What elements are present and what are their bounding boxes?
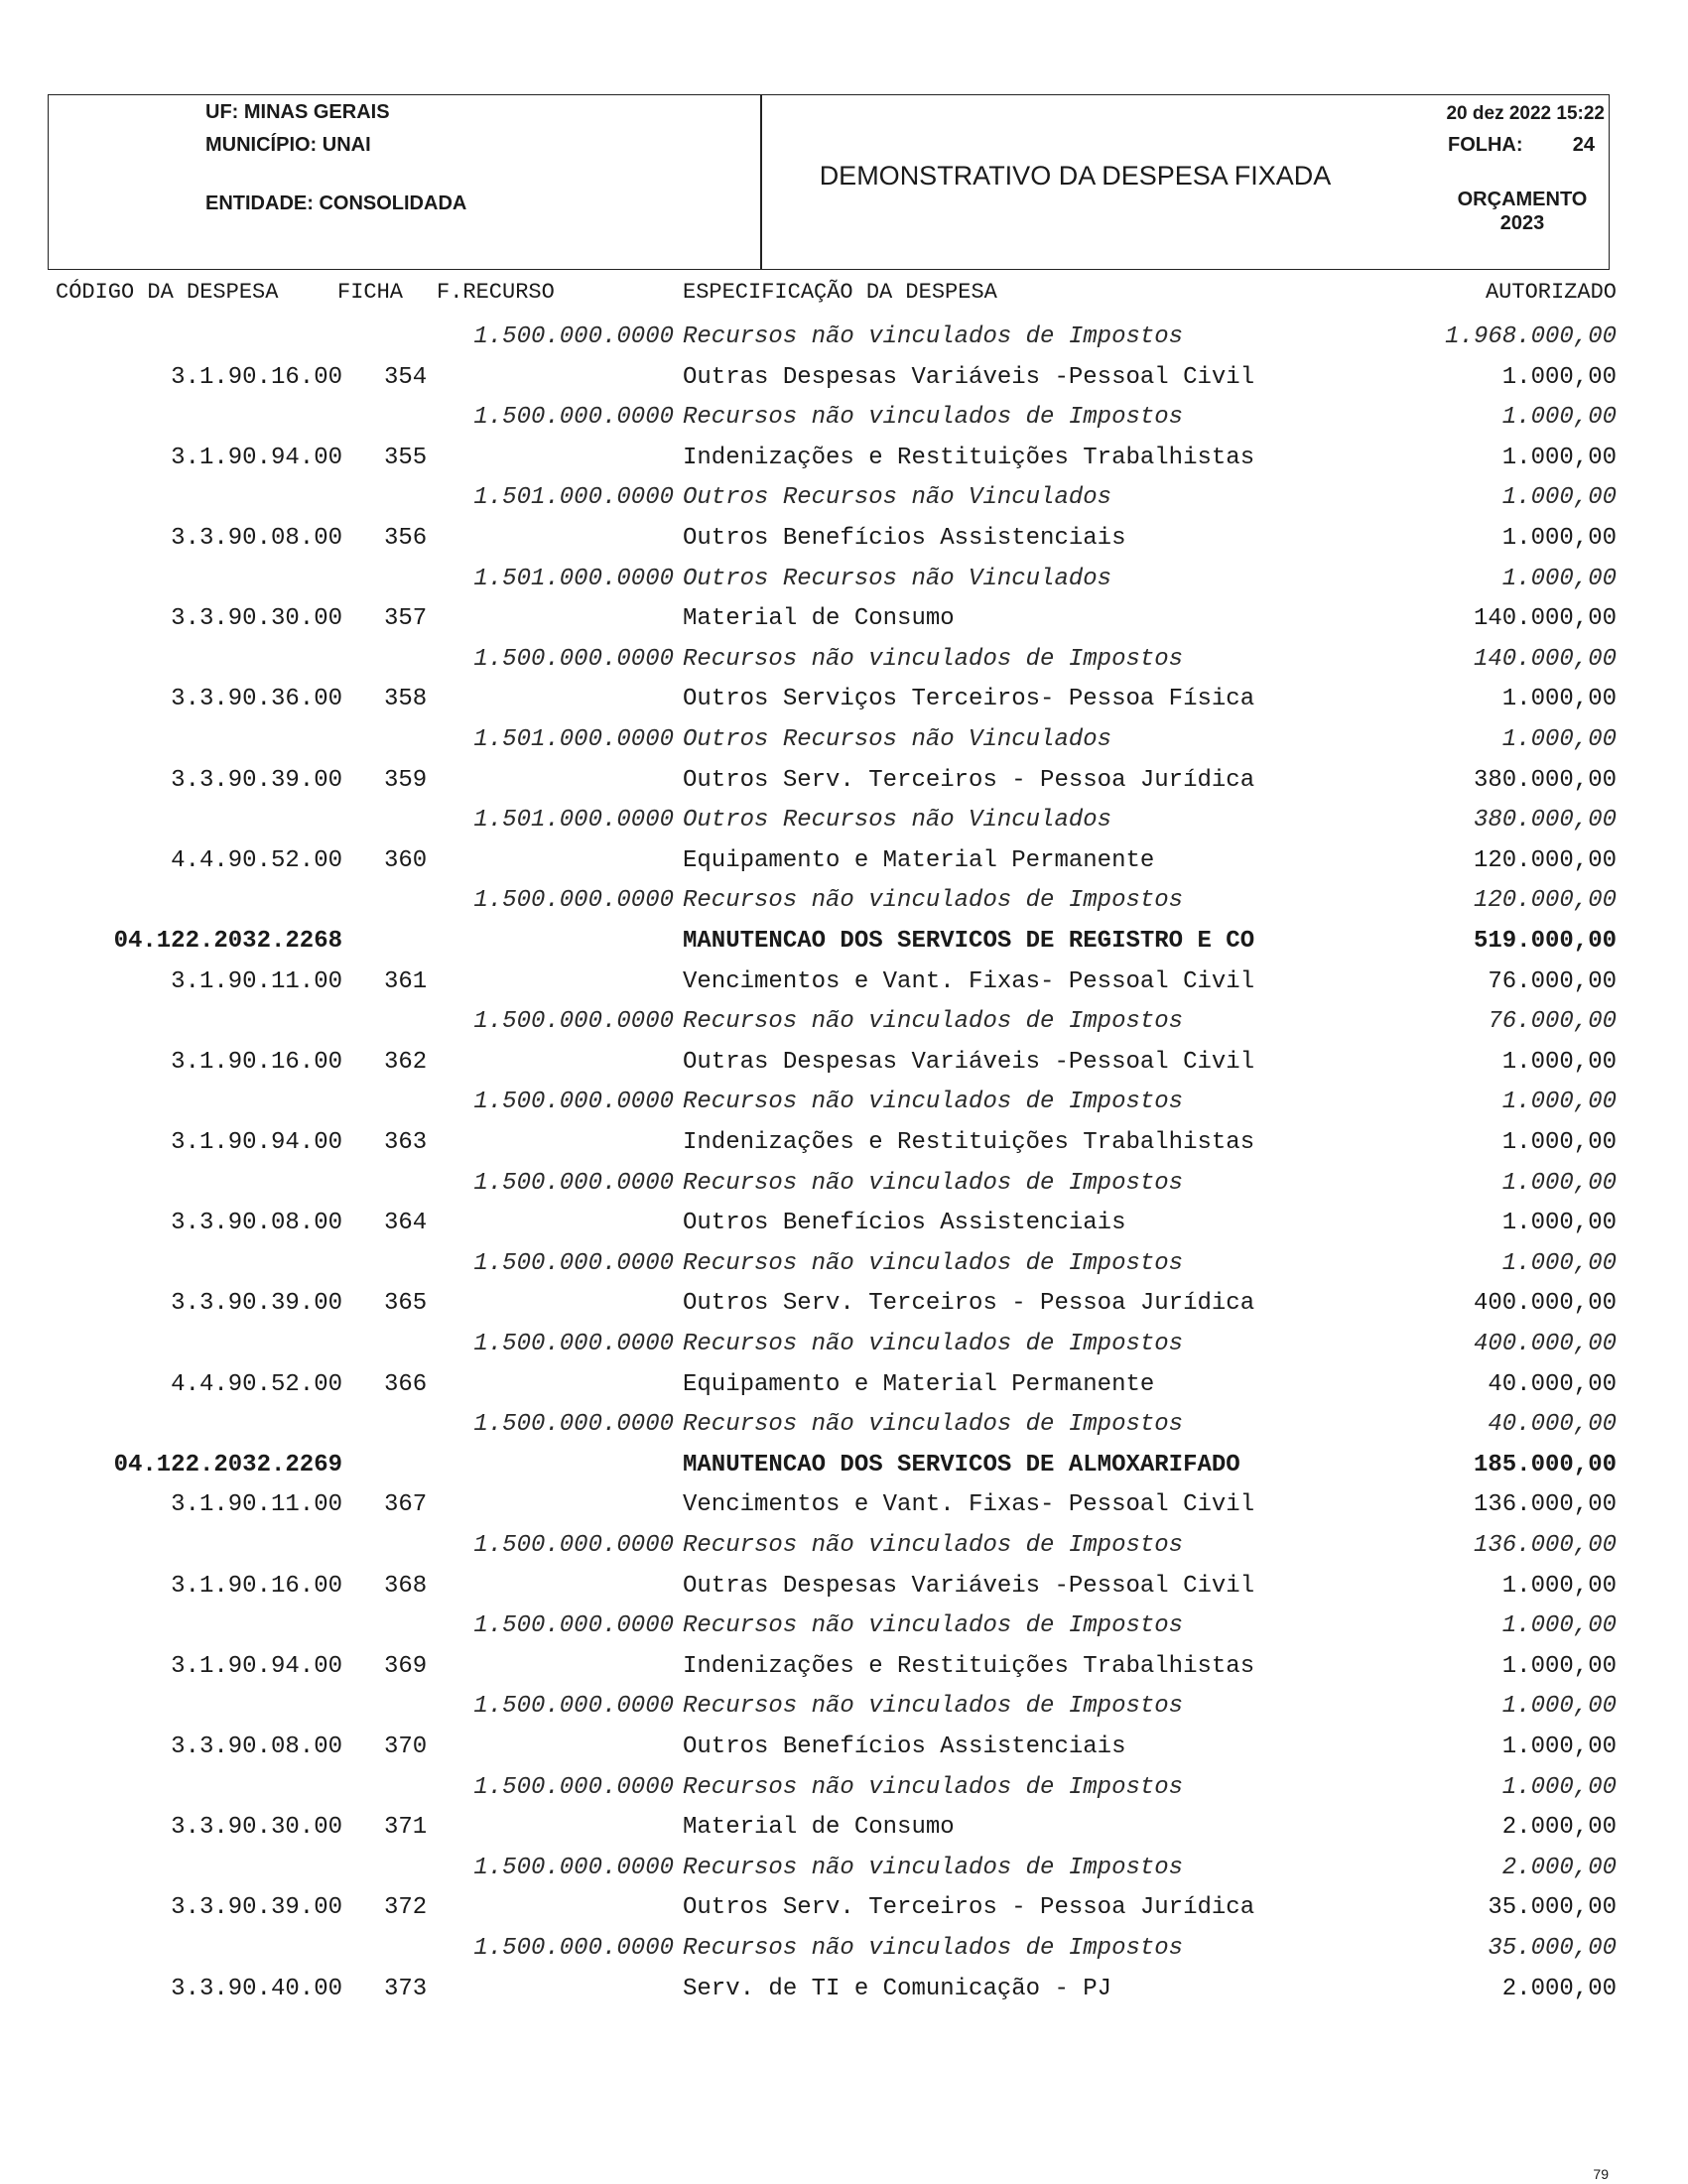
resource-row [0, 1085, 1688, 1124]
authorized-amount: 400.000,00 [1473, 1331, 1617, 1357]
expense-row [0, 763, 1688, 803]
ficha-number: 368 [384, 1573, 428, 1600]
resource-row [0, 642, 1688, 682]
expense-description: Outros Serv. Terceiros - Pessoa Jurídica [683, 767, 1255, 794]
authorized-amount: 120.000,00 [1473, 847, 1617, 874]
expense-description: Outros Benefícios Assistenciais [683, 1734, 1126, 1760]
ficha-number: 370 [384, 1734, 428, 1760]
ficha-number: 360 [384, 847, 428, 874]
expense-description: Outros Recursos não Vinculados [683, 726, 1112, 753]
resource-row [0, 1851, 1688, 1890]
recurso-code: 1.500.000.0000 [473, 1331, 674, 1357]
expense-description: Equipamento e Material Permanente [683, 1371, 1155, 1398]
expense-row [0, 1890, 1688, 1930]
expense-description: Recursos não vinculados de Impostos [683, 1774, 1184, 1801]
expense-code: 3.3.90.39.00 [171, 1290, 342, 1317]
expense-row [0, 1367, 1688, 1407]
authorized-amount: 1.000,00 [1501, 404, 1617, 431]
recurso-code: 1.500.000.0000 [473, 404, 674, 431]
ficha-number: 357 [384, 605, 428, 632]
report-header [48, 94, 1610, 270]
orcamento-year: 2023 [1499, 212, 1545, 234]
resource-row [0, 320, 1688, 359]
authorized-amount: 1.000,00 [1501, 484, 1617, 511]
report-title: DEMONSTRATIVO DA DESPESA FIXADA [819, 161, 1332, 191]
expense-row [0, 1972, 1688, 2011]
expense-description: Outros Recursos não Vinculados [683, 566, 1112, 592]
authorized-amount: 1.000,00 [1501, 726, 1617, 753]
recurso-code: 1.500.000.0000 [473, 1532, 674, 1559]
expense-description: Outros Benefícios Assistenciais [683, 1210, 1126, 1236]
expense-description: Indenizações e Restituições Trabalhistas [683, 1653, 1255, 1680]
resource-row [0, 1770, 1688, 1810]
resource-row [0, 722, 1688, 762]
expense-code: 3.1.90.11.00 [171, 1491, 342, 1518]
expense-description: Recursos não vinculados de Impostos [683, 1250, 1184, 1277]
expense-code: 3.1.90.16.00 [171, 1049, 342, 1076]
expense-description: Serv. de TI e Comunicação - PJ [683, 1976, 1112, 2002]
ficha-number: 354 [384, 364, 428, 391]
authorized-amount: 120.000,00 [1473, 887, 1617, 914]
authorized-amount: 380.000,00 [1473, 807, 1617, 834]
expense-row [0, 1045, 1688, 1085]
authorized-amount: 1.000,00 [1501, 364, 1617, 391]
folha-value: 24 [1572, 134, 1595, 156]
expense-description: Recursos não vinculados de Impostos [683, 1170, 1184, 1197]
entidade-label: ENTIDADE: CONSOLIDADA [205, 193, 467, 214]
expense-row [0, 1730, 1688, 1769]
authorized-amount: 519.000,00 [1473, 928, 1617, 955]
action-row [0, 1448, 1688, 1487]
ficha-number: 373 [384, 1976, 428, 2002]
resource-row [0, 400, 1688, 440]
authorized-amount: 1.000,00 [1501, 1129, 1617, 1156]
col-autorizado: AUTORIZADO [1485, 280, 1617, 305]
orcamento-label: ORÇAMENTO [1457, 189, 1588, 210]
authorized-amount: 1.000,00 [1501, 1210, 1617, 1236]
resource-row [0, 1689, 1688, 1729]
expense-description: Outros Recursos não Vinculados [683, 484, 1112, 511]
uf-label: UF: MINAS GERAIS [205, 101, 390, 123]
expense-row [0, 441, 1688, 480]
expense-code: 3.1.90.16.00 [171, 364, 342, 391]
expense-description: Indenizações e Restituições Trabalhistas [683, 445, 1255, 471]
resource-row [0, 1528, 1688, 1568]
expense-description: Recursos não vinculados de Impostos [683, 1089, 1184, 1115]
authorized-amount: 1.000,00 [1501, 1573, 1617, 1600]
recurso-code: 1.500.000.0000 [473, 1855, 674, 1881]
expense-description: Recursos não vinculados de Impostos [683, 1612, 1184, 1639]
authorized-amount: 35.000,00 [1488, 1894, 1617, 1921]
recurso-code: 1.500.000.0000 [473, 1170, 674, 1197]
authorized-amount: 2.000,00 [1501, 1814, 1617, 1841]
recurso-code: 1.500.000.0000 [473, 1693, 674, 1720]
authorized-amount: 1.000,00 [1501, 1653, 1617, 1680]
expense-description: Recursos não vinculados de Impostos [683, 1532, 1184, 1559]
recurso-code: 1.500.000.0000 [473, 887, 674, 914]
resource-row [0, 1166, 1688, 1206]
authorized-amount: 1.000,00 [1501, 686, 1617, 712]
expense-code: 3.3.90.08.00 [171, 525, 342, 552]
resource-row [0, 1608, 1688, 1648]
col-codigo: CÓDIGO DA DESPESA [56, 280, 279, 305]
col-recurso: F.RECURSO [437, 280, 555, 305]
expense-code: 3.3.90.30.00 [171, 605, 342, 632]
expense-code: 3.1.90.94.00 [171, 1653, 342, 1680]
ficha-number: 364 [384, 1210, 428, 1236]
authorized-amount: 76.000,00 [1488, 968, 1617, 995]
ficha-number: 365 [384, 1290, 428, 1317]
expense-row [0, 1206, 1688, 1245]
expense-description: Outras Despesas Variáveis -Pessoal Civil [683, 1049, 1255, 1076]
expense-description: Vencimentos e Vant. Fixas- Pessoal Civil [683, 1491, 1255, 1518]
authorized-amount: 136.000,00 [1473, 1532, 1617, 1559]
authorized-amount: 1.968.000,00 [1445, 323, 1617, 350]
expense-description: Outras Despesas Variáveis -Pessoal Civil [683, 364, 1255, 391]
expense-description: MANUTENCAO DOS SERVICOS DE REGISTRO E CO [683, 928, 1255, 955]
expense-code: 04.122.2032.2269 [113, 1452, 342, 1478]
authorized-amount: 1.000,00 [1501, 1693, 1617, 1720]
report-datetime: 20 dez 2022 15:22 [1446, 103, 1605, 124]
action-row [0, 924, 1688, 964]
recurso-code: 1.500.000.0000 [473, 1008, 674, 1035]
authorized-amount: 1.000,00 [1501, 1612, 1617, 1639]
resource-row [0, 562, 1688, 601]
expense-code: 3.1.90.94.00 [171, 445, 342, 471]
expense-code: 4.4.90.52.00 [171, 847, 342, 874]
expense-row [0, 360, 1688, 400]
ficha-number: 361 [384, 968, 428, 995]
expense-description: Recursos não vinculados de Impostos [683, 1935, 1184, 1962]
authorized-amount: 140.000,00 [1473, 646, 1617, 673]
authorized-amount: 140.000,00 [1473, 605, 1617, 632]
authorized-amount: 2.000,00 [1501, 1855, 1617, 1881]
expense-row [0, 1569, 1688, 1608]
expense-code: 3.1.90.94.00 [171, 1129, 342, 1156]
expense-description: Material de Consumo [683, 1814, 955, 1841]
authorized-amount: 1.000,00 [1501, 445, 1617, 471]
expense-description: Recursos não vinculados de Impostos [683, 1411, 1184, 1438]
expense-code: 3.1.90.11.00 [171, 968, 342, 995]
authorized-amount: 1.000,00 [1501, 1049, 1617, 1076]
resource-row [0, 883, 1688, 923]
recurso-code: 1.501.000.0000 [473, 566, 674, 592]
recurso-code: 1.500.000.0000 [473, 323, 674, 350]
ficha-number: 359 [384, 767, 428, 794]
expense-row [0, 521, 1688, 561]
authorized-amount: 400.000,00 [1473, 1290, 1617, 1317]
resource-row [0, 1931, 1688, 1971]
ficha-number: 362 [384, 1049, 428, 1076]
resource-row [0, 1407, 1688, 1447]
expense-description: Indenizações e Restituições Trabalhistas [683, 1129, 1255, 1156]
expense-description: MANUTENCAO DOS SERVICOS DE ALMOXARIFADO [683, 1452, 1240, 1478]
expense-description: Outros Serviços Terceiros- Pessoa Física [683, 686, 1255, 712]
expense-description: Outros Recursos não Vinculados [683, 807, 1112, 834]
expense-code: 3.3.90.08.00 [171, 1734, 342, 1760]
expense-code: 3.3.90.39.00 [171, 767, 342, 794]
authorized-amount: 40.000,00 [1488, 1411, 1617, 1438]
authorized-amount: 1.000,00 [1501, 1250, 1617, 1277]
expense-description: Outros Serv. Terceiros - Pessoa Jurídica [683, 1894, 1255, 1921]
expense-row [0, 1649, 1688, 1689]
recurso-code: 1.501.000.0000 [473, 726, 674, 753]
page-number: 79 [1593, 2166, 1609, 2182]
expense-description: Recursos não vinculados de Impostos [683, 1331, 1184, 1357]
col-ficha: FICHA [337, 280, 404, 305]
expense-description: Recursos não vinculados de Impostos [683, 1855, 1184, 1881]
expense-code: 4.4.90.52.00 [171, 1371, 342, 1398]
authorized-amount: 1.000,00 [1501, 1170, 1617, 1197]
authorized-amount: 1.000,00 [1501, 1089, 1617, 1115]
authorized-amount: 1.000,00 [1501, 1774, 1617, 1801]
authorized-amount: 76.000,00 [1488, 1008, 1617, 1035]
expense-code: 3.3.90.30.00 [171, 1814, 342, 1841]
expense-code: 3.1.90.16.00 [171, 1573, 342, 1600]
expense-description: Outros Serv. Terceiros - Pessoa Jurídica [683, 1290, 1255, 1317]
recurso-code: 1.500.000.0000 [473, 1250, 674, 1277]
resource-row [0, 803, 1688, 842]
expense-description: Recursos não vinculados de Impostos [683, 887, 1184, 914]
authorized-amount: 1.000,00 [1501, 1734, 1617, 1760]
authorized-amount: 40.000,00 [1488, 1371, 1617, 1398]
resource-row [0, 480, 1688, 520]
expense-description: Recursos não vinculados de Impostos [683, 1693, 1184, 1720]
expense-description: Recursos não vinculados de Impostos [683, 1008, 1184, 1035]
expense-description: Vencimentos e Vant. Fixas- Pessoal Civil [683, 968, 1255, 995]
expense-description: Outros Benefícios Assistenciais [683, 525, 1126, 552]
recurso-code: 1.500.000.0000 [473, 1089, 674, 1115]
authorized-amount: 35.000,00 [1488, 1935, 1617, 1962]
expense-row [0, 1810, 1688, 1850]
expense-description: Recursos não vinculados de Impostos [683, 323, 1184, 350]
ficha-number: 371 [384, 1814, 428, 1841]
col-especificacao: ESPECIFICAÇÃO DA DESPESA [683, 280, 997, 305]
expense-code: 3.3.90.40.00 [171, 1976, 342, 2002]
authorized-amount: 380.000,00 [1473, 767, 1617, 794]
ficha-number: 372 [384, 1894, 428, 1921]
expense-description: Equipamento e Material Permanente [683, 847, 1155, 874]
expense-row [0, 1487, 1688, 1527]
resource-row [0, 1327, 1688, 1366]
expense-code: 3.3.90.36.00 [171, 686, 342, 712]
expense-code: 3.3.90.08.00 [171, 1210, 342, 1236]
authorized-amount: 2.000,00 [1501, 1976, 1617, 2002]
expense-code: 3.3.90.39.00 [171, 1894, 342, 1921]
expense-description: Material de Consumo [683, 605, 955, 632]
municipio-label: MUNICÍPIO: UNAI [205, 134, 371, 156]
authorized-amount: 136.000,00 [1473, 1491, 1617, 1518]
expense-code: 04.122.2032.2268 [113, 928, 342, 955]
expense-row [0, 682, 1688, 721]
recurso-code: 1.500.000.0000 [473, 1774, 674, 1801]
ficha-number: 358 [384, 686, 428, 712]
resource-row [0, 1004, 1688, 1044]
recurso-code: 1.501.000.0000 [473, 484, 674, 511]
expense-row [0, 843, 1688, 883]
ficha-number: 369 [384, 1653, 428, 1680]
recurso-code: 1.501.000.0000 [473, 807, 674, 834]
expense-row [0, 1125, 1688, 1165]
expense-row [0, 601, 1688, 641]
expense-description: Recursos não vinculados de Impostos [683, 646, 1184, 673]
recurso-code: 1.500.000.0000 [473, 646, 674, 673]
authorized-amount: 185.000,00 [1473, 1452, 1617, 1478]
ficha-number: 366 [384, 1371, 428, 1398]
resource-row [0, 1246, 1688, 1286]
recurso-code: 1.500.000.0000 [473, 1411, 674, 1438]
expense-description: Recursos não vinculados de Impostos [683, 404, 1184, 431]
authorized-amount: 1.000,00 [1501, 566, 1617, 592]
expense-row [0, 1286, 1688, 1326]
recurso-code: 1.500.000.0000 [473, 1612, 674, 1639]
expense-row [0, 964, 1688, 1004]
folha-label: FOLHA: [1448, 134, 1523, 156]
ficha-number: 355 [384, 445, 428, 471]
ficha-number: 363 [384, 1129, 428, 1156]
authorized-amount: 1.000,00 [1501, 525, 1617, 552]
ficha-number: 356 [384, 525, 428, 552]
recurso-code: 1.500.000.0000 [473, 1935, 674, 1962]
expense-description: Outras Despesas Variáveis -Pessoal Civil [683, 1573, 1255, 1600]
ficha-number: 367 [384, 1491, 428, 1518]
